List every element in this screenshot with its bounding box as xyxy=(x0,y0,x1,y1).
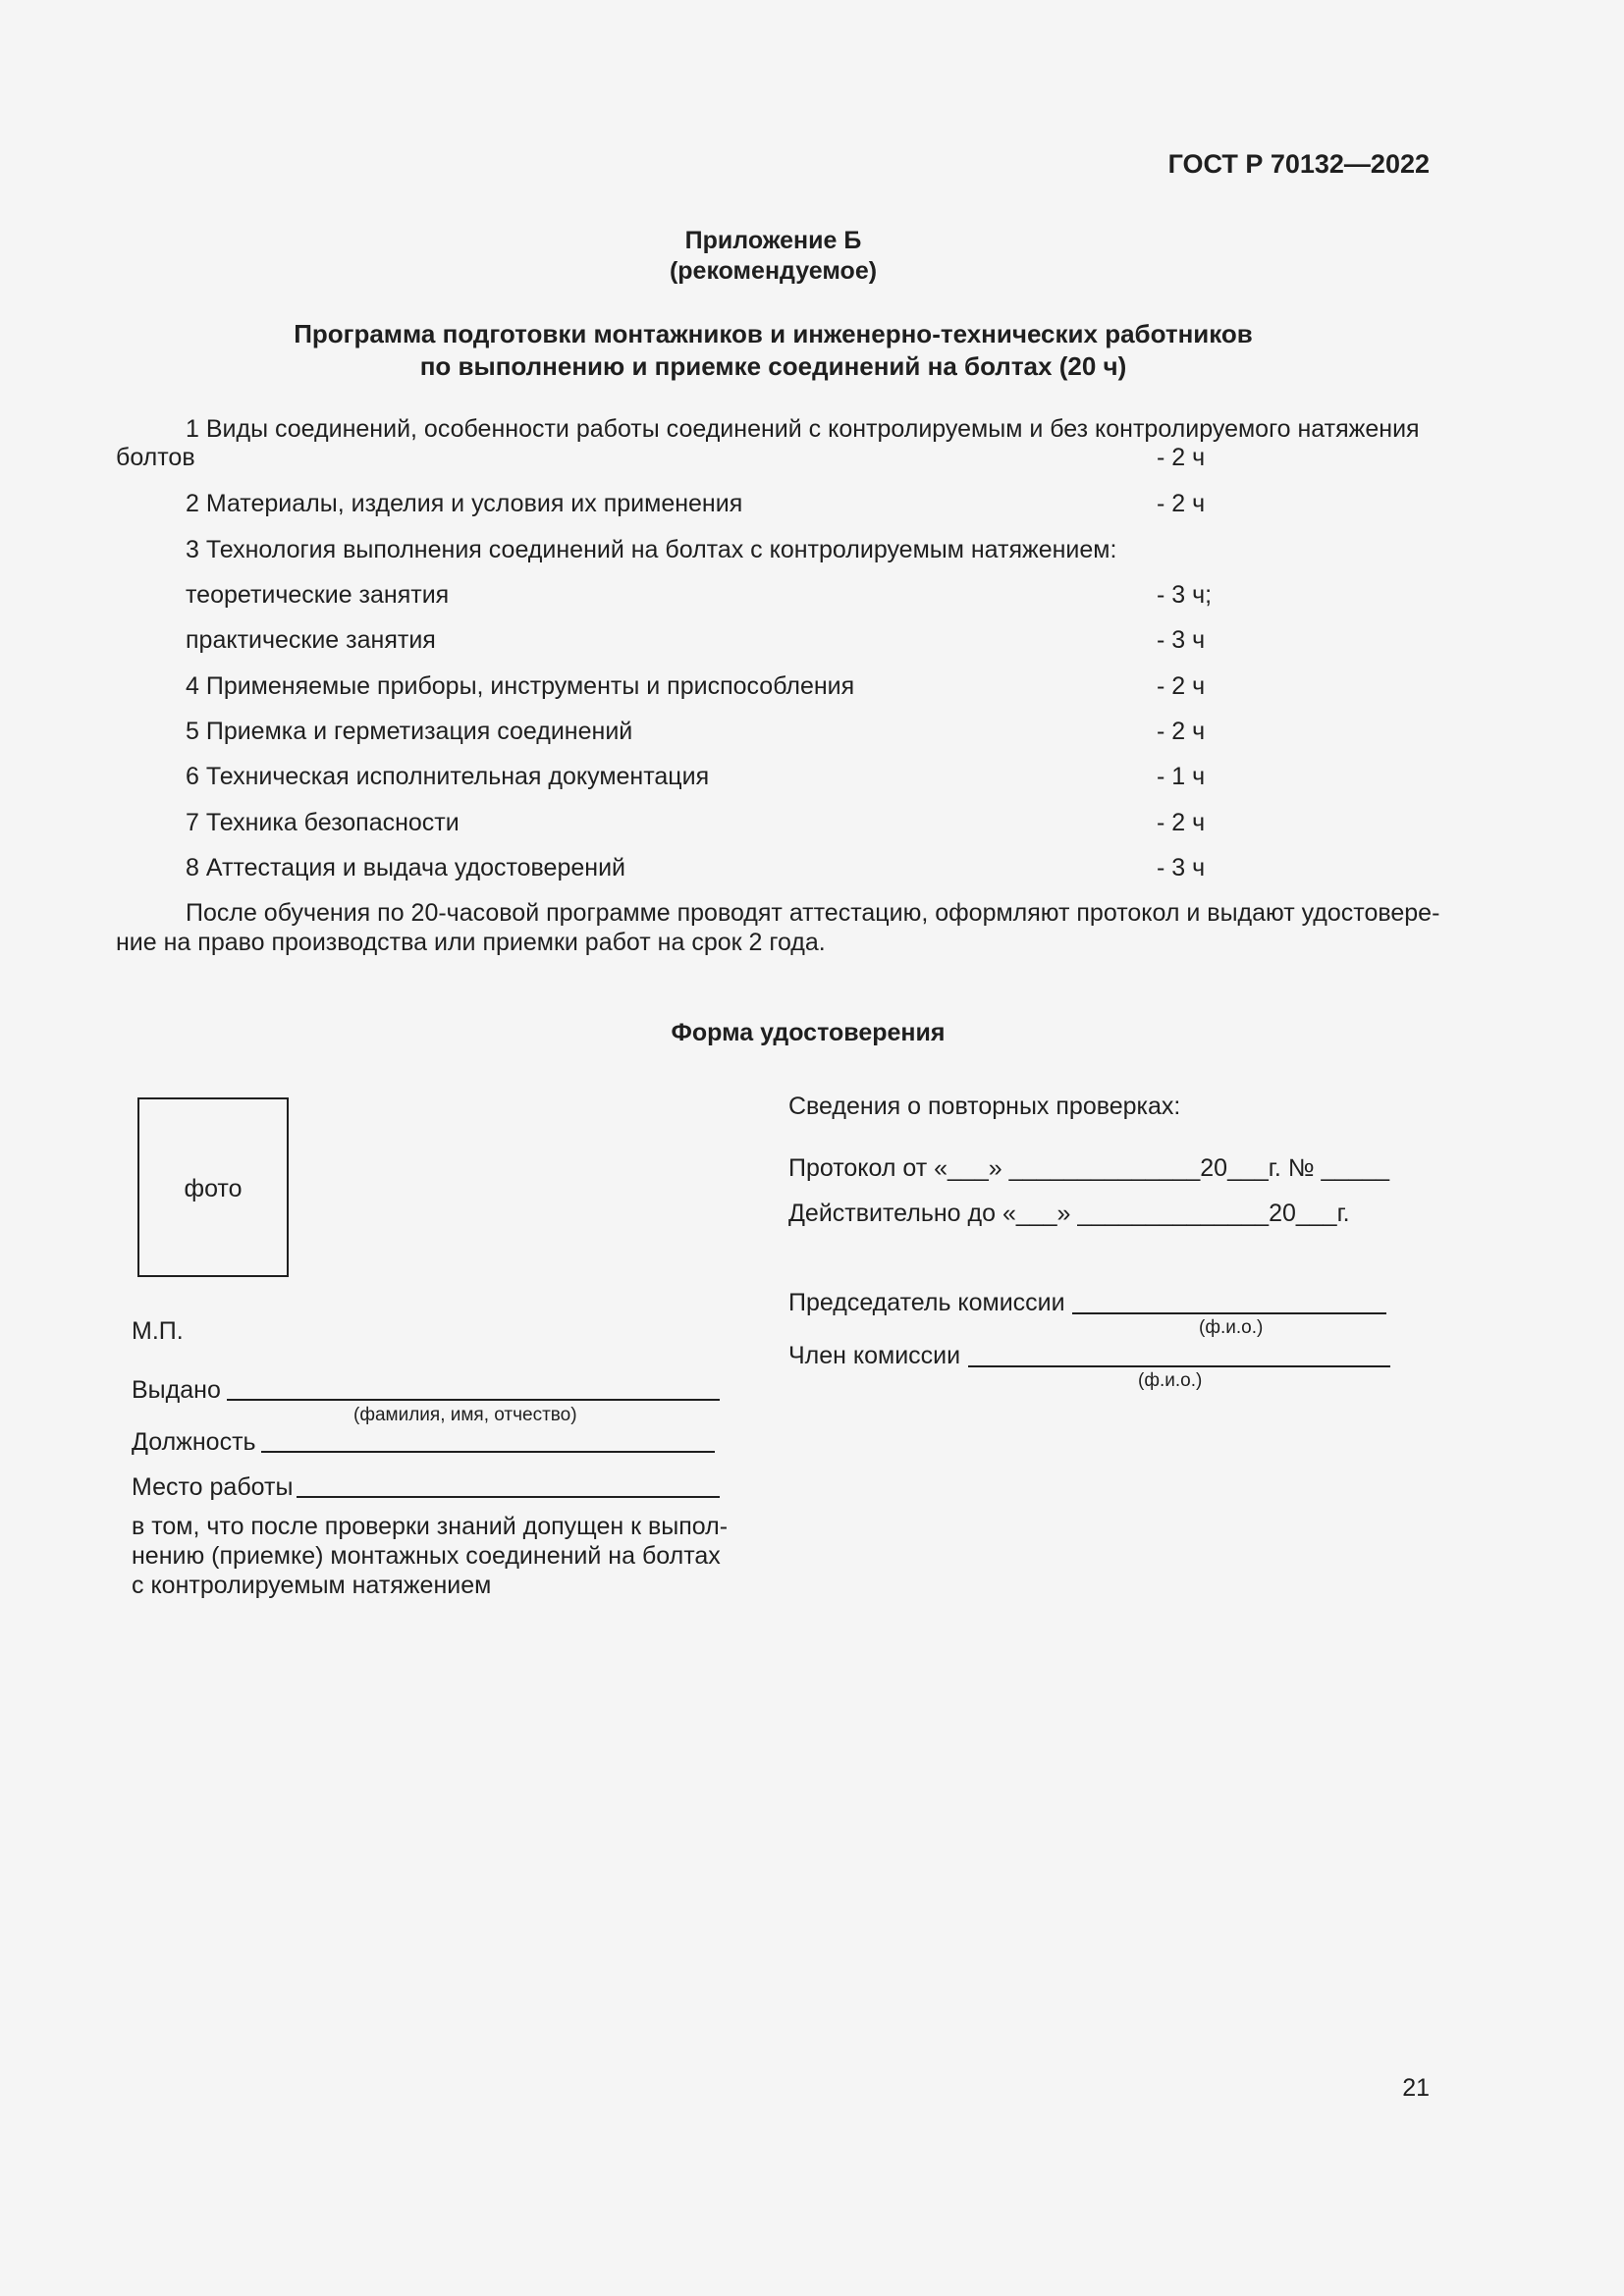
photo-label: фото xyxy=(184,1175,243,1202)
program-title-line1: Программа подготовки монтажников и инженерно-технических работников xyxy=(294,319,1253,348)
stamp-label: М.П. xyxy=(132,1317,184,1345)
program-item-7-hours: - 2 ч xyxy=(1157,809,1206,836)
chairman-line xyxy=(1072,1312,1386,1314)
program-item-2-hours: - 2 ч xyxy=(1157,490,1206,517)
chairman-hint: (ф.и.о.) xyxy=(1199,1317,1264,1338)
member-hint: (ф.и.о.) xyxy=(1138,1370,1203,1391)
program-item-1-line1: 1 Виды соединений, особенности работы соединений с контролируемым и без контролируемого натяжения xyxy=(186,415,1420,443)
workplace-line xyxy=(297,1496,720,1498)
program-item-8-hours: - 3 ч xyxy=(1157,854,1206,881)
program-item-5-hours: - 2 ч xyxy=(1157,718,1206,745)
issued-hint: (фамилия, имя, отчество) xyxy=(353,1405,577,1425)
program-item-3: 3 Технология выполнения соединений на болтах с контролируемым натяжением: xyxy=(186,536,1117,563)
program-item-5: 5 Приемка и герметизация соединений xyxy=(186,718,633,745)
position-line xyxy=(261,1451,715,1453)
position-label: Должность xyxy=(132,1428,256,1456)
program-item-4: 4 Применяемые приборы, инструменты и приспособления xyxy=(186,672,855,700)
program-item-3-theory-hours: - 3 ч; xyxy=(1157,581,1213,609)
statement-line3: с контролируемым натяжением xyxy=(132,1572,492,1599)
program-item-1-hours: - 2 ч xyxy=(1157,444,1206,471)
program-item-6-hours: - 1 ч xyxy=(1157,763,1206,790)
appendix-title: Приложение Б xyxy=(684,227,862,254)
page-number: 21 xyxy=(1402,2074,1430,2102)
program-item-3-theory: теоретические занятия xyxy=(186,581,450,609)
program-item-2: 2 Материалы, изделия и условия их применения xyxy=(186,490,743,517)
program-item-7: 7 Техника безопасности xyxy=(186,809,460,836)
program-item-6: 6 Техническая исполнительная документация xyxy=(186,763,710,790)
program-item-1-line2: болтов xyxy=(116,444,195,471)
after-training-line1: После обучения по 20-часовой программе проводят аттестацию, оформляют протокол и выдают удостовере- xyxy=(186,899,1440,927)
member-label: Член комиссии xyxy=(788,1342,961,1369)
program-item-8: 8 Аттестация и выдача удостоверений xyxy=(186,854,625,881)
program-title-line2: по выполнению и приемке соединений на болтах (20 ч) xyxy=(419,351,1127,381)
after-training-line2: ние на право производства или приемки работ на срок 2 года. xyxy=(116,929,826,956)
issued-line xyxy=(227,1399,720,1401)
document-code: ГОСТ Р 70132—2022 xyxy=(1167,149,1430,179)
appendix-status: (рекомендуемое) xyxy=(669,257,878,285)
photo-box xyxy=(137,1097,289,1277)
member-line xyxy=(968,1365,1390,1367)
program-item-3-practice-hours: - 3 ч xyxy=(1157,626,1206,654)
form-title: Форма удостоверения xyxy=(671,1019,946,1046)
issued-label: Выдано xyxy=(132,1376,221,1404)
program-item-4-hours: - 2 ч xyxy=(1157,672,1206,700)
program-item-3-practice: практические занятия xyxy=(186,626,436,654)
valid-until-line: Действительно до «___» ______________20___г. xyxy=(788,1200,1350,1227)
statement-line1: в том, что после проверки знаний допущен к выпол- xyxy=(132,1513,729,1540)
statement-line2: нению (приемке) монтажных соединений на болтах xyxy=(132,1542,721,1570)
rechecks-title: Сведения о повторных проверках: xyxy=(788,1093,1181,1120)
chairman-label: Председатель комиссии xyxy=(788,1289,1065,1316)
workplace-label: Место работы xyxy=(132,1473,294,1501)
protocol-line: Протокол от «___» ______________20___г. № _____ xyxy=(788,1154,1390,1182)
